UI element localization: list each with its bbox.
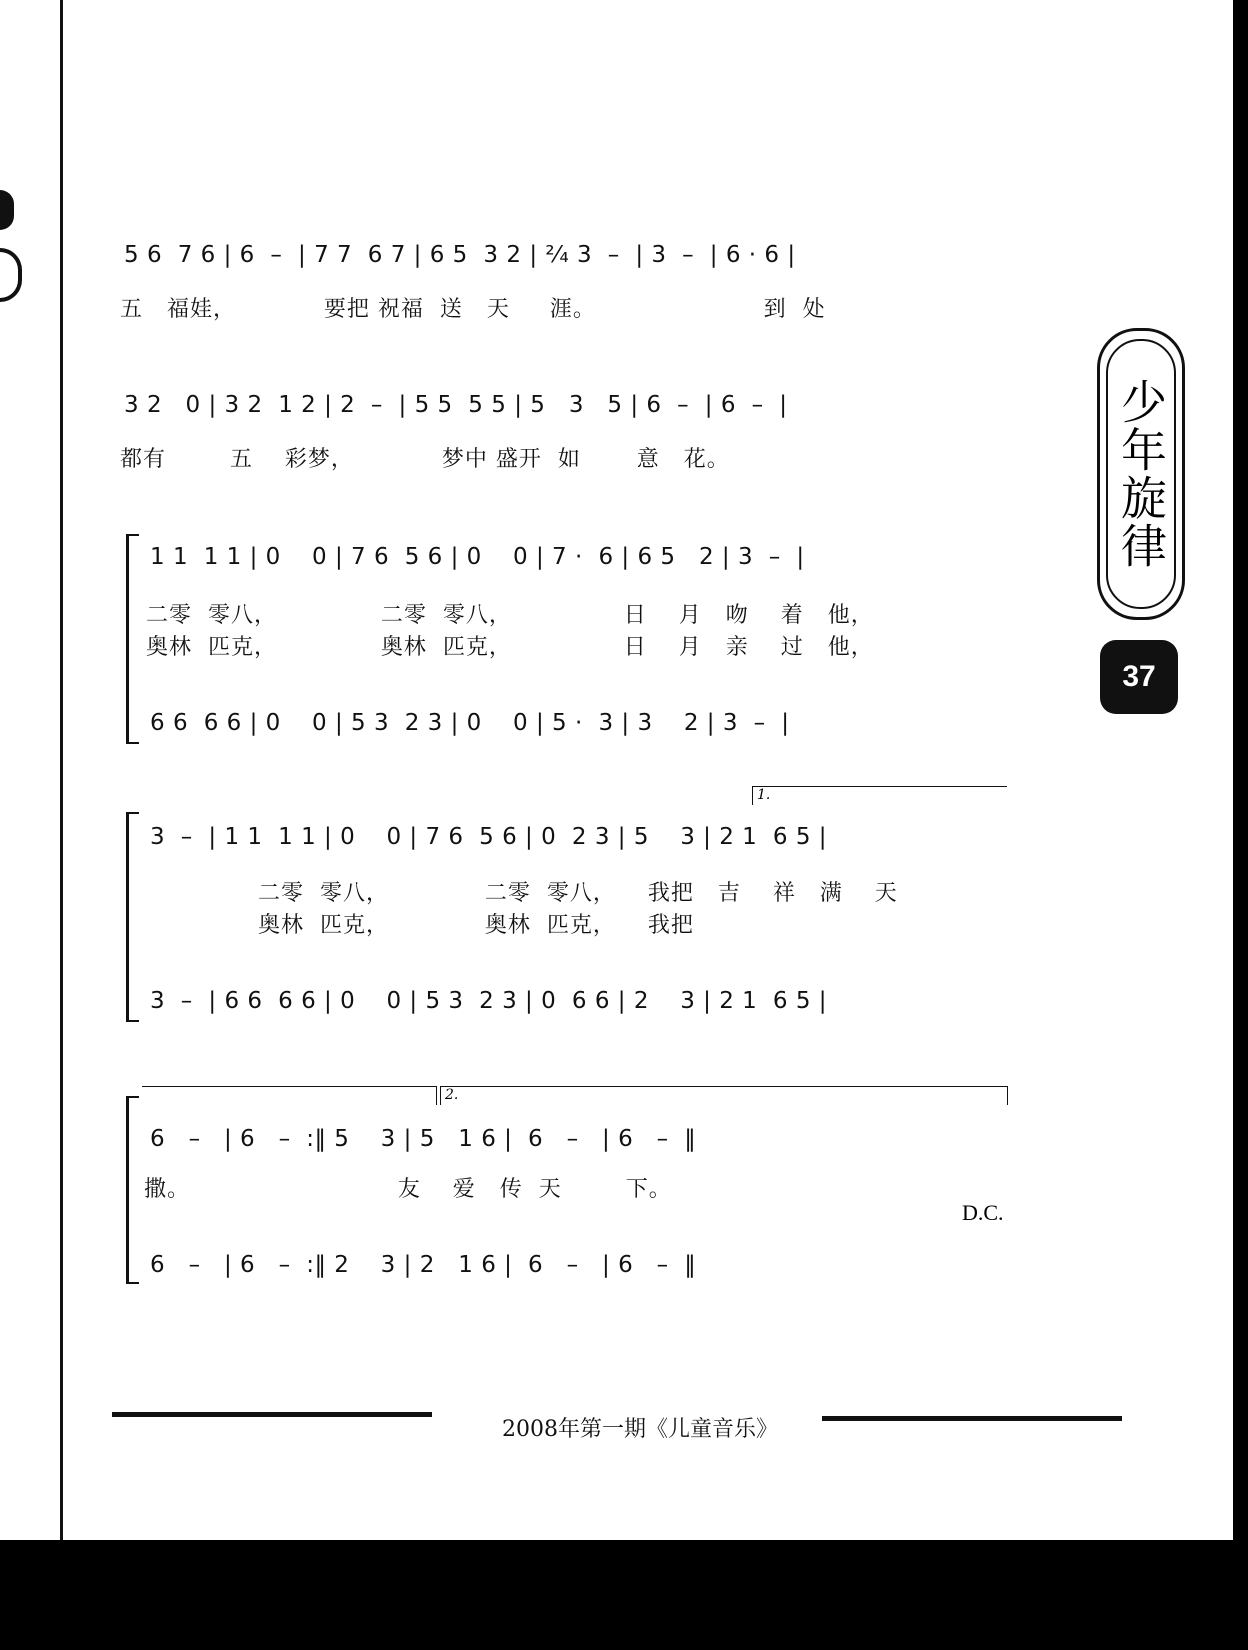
volta-1-continued bbox=[142, 1086, 437, 1105]
previous-page-mark bbox=[0, 190, 14, 230]
system1-lyrics: 五 福娃， 要把 祝福 送 天 涯。 到 处 bbox=[120, 297, 826, 322]
footer-publication: 2008年第一期《儿童音乐》 bbox=[502, 1417, 778, 1442]
system4-brace bbox=[126, 812, 139, 1022]
system1-notes: 5 6 7 6 | 6 – | 7 7 6 7 | 6 5 3 2 | ²⁄₄ 3 – | 3 – | 6 · 6 | bbox=[124, 242, 796, 268]
system3-lower-notes: 6 6 6 6 | 0 0 | 5 3 2 3 | 0 0 | 5 · 3 | 3 2 | 3 – | bbox=[150, 710, 790, 736]
volta-2: 2. bbox=[440, 1086, 1008, 1105]
volta-1: 1. bbox=[752, 786, 1007, 805]
section-tab bbox=[1097, 328, 1185, 620]
system5-upper-notes: 6 – | 6 – :‖ 5 3 | 5 1 6 | 6 – | 6 – ‖ bbox=[150, 1126, 697, 1152]
system4-lyrics-verse2: 奥林 匹克， 奥林 匹克， 我把 bbox=[258, 913, 694, 938]
system3-lyrics-verse1: 二零 零八， 二零 零八， 日 月 吻 着 他， bbox=[146, 603, 874, 628]
system2-lyrics: 都有 五 彩梦， 梦中 盛开 如 意 花。 bbox=[120, 447, 730, 472]
footer-rule-right bbox=[822, 1416, 1122, 1421]
system4-lower-notes: 3 – | 6 6 6 6 | 0 0 | 5 3 2 3 | 0 6 6 | 2 3 | 2 1 6 5 | bbox=[150, 988, 828, 1014]
system2-notes: 3 2 0 | 3 2 1 2 | 2 – | 5 5 5 5 | 5 3 5 | 6 – | 6 – | bbox=[124, 392, 788, 418]
score-page bbox=[60, 0, 1233, 1540]
footer-rule-left bbox=[112, 1412, 432, 1417]
system3-upper-notes: 1 1 1 1 | 0 0 | 7 6 5 6 | 0 0 | 7 · 6 | 6 5 2 | 3 – | bbox=[150, 544, 805, 570]
system3-brace bbox=[126, 534, 139, 744]
system4-upper-notes: 3 – | 1 1 1 1 | 0 0 | 7 6 5 6 | 0 2 3 | 5 3 | 2 1 6 5 | bbox=[150, 824, 828, 850]
system5-lower-notes: 6 – | 6 – :‖ 2 3 | 2 1 6 | 6 – | 6 – ‖ bbox=[150, 1252, 697, 1278]
page-number-badge: 37 bbox=[1100, 640, 1178, 714]
system3-lyrics-verse2: 奥林 匹克， 奥林 匹克， 日 月 亲 过 他， bbox=[146, 635, 874, 660]
previous-page-edge bbox=[0, 0, 60, 1540]
previous-page-mark bbox=[0, 248, 22, 302]
da-capo-mark: D.C. bbox=[962, 1200, 1004, 1225]
scan-border-bottom bbox=[0, 1540, 1248, 1650]
section-tab-label: 少年旋律 bbox=[1106, 339, 1176, 609]
system5-lyrics: 撒。 友 爱 传 天 下。 bbox=[144, 1177, 672, 1202]
system4-lyrics-verse1: 二零 零八， 二零 零八， 我把 吉 祥 满 天 bbox=[258, 881, 898, 906]
system5-brace bbox=[126, 1096, 139, 1284]
